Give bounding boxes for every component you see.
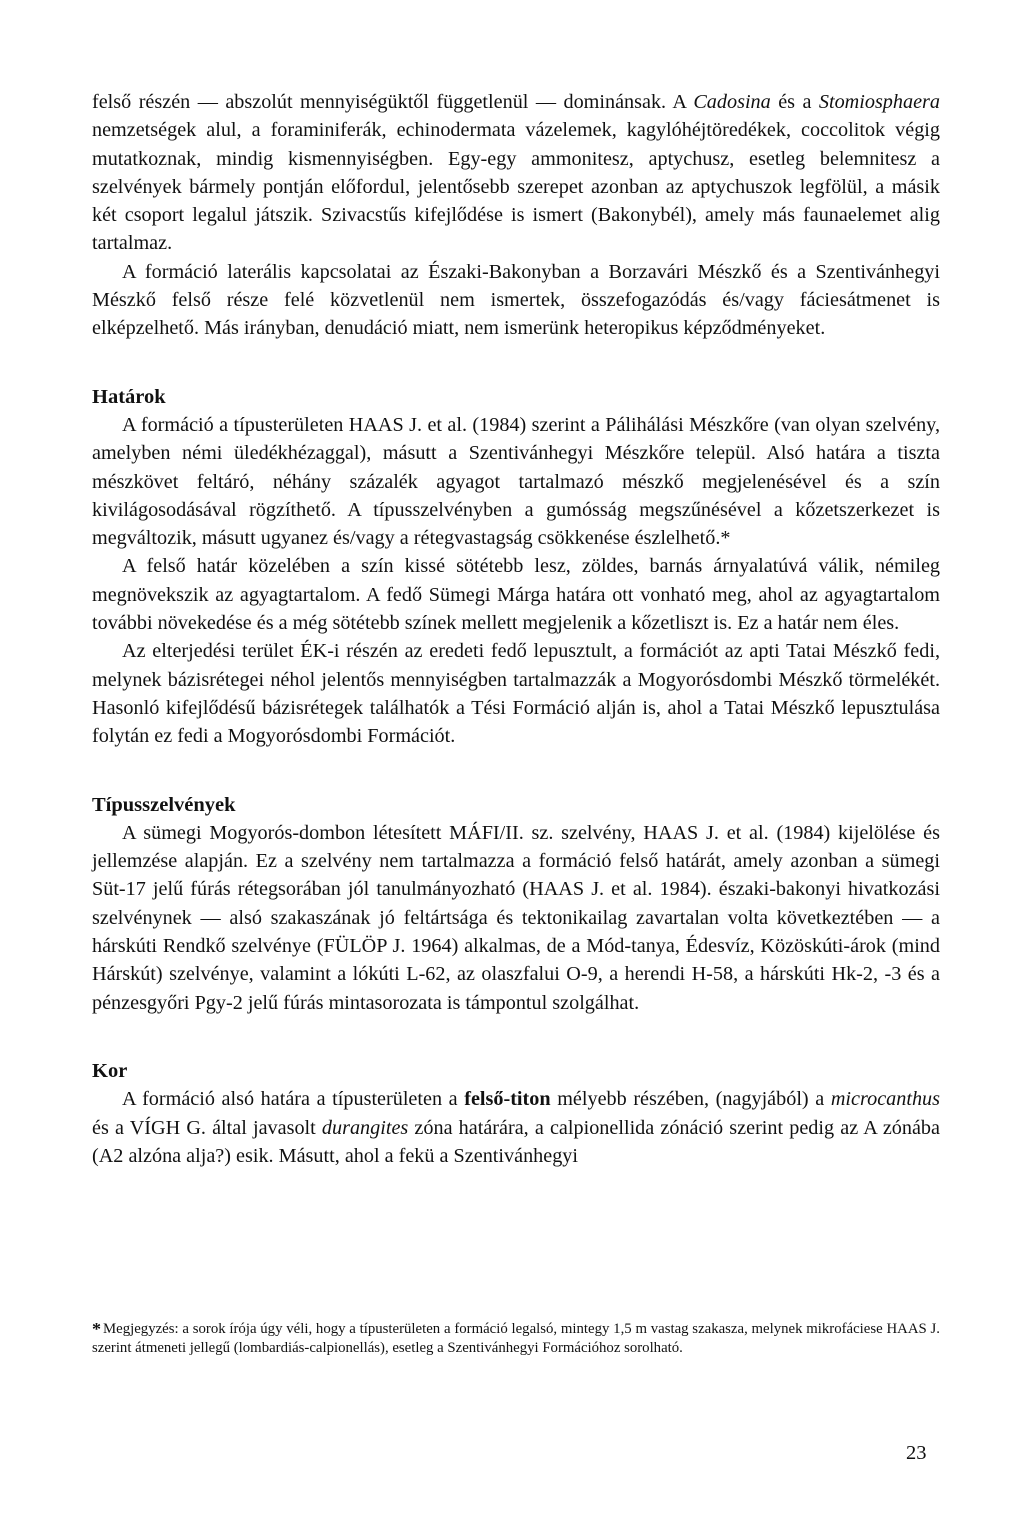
genus-name: Cadosina [693, 91, 771, 113]
text-run: és a [770, 91, 819, 113]
heading-hatarok: Határok [92, 385, 166, 408]
main-text [92, 88, 940, 1170]
genus-name: Stomiosphaera [818, 91, 940, 113]
text-run: nemzetségek alul, a foraminiferák, echinodermata vázelemek, kagylóhéjtöredékek, coccolitok végig mutatkoznak, mindig kismennyiségben. Egy-egy ammonitesz, aptychusz, esetleg belemnitesz a szelvények bármely pontján előfordul, jelentősebb szerepet azonban az aptychuszok legfölül, a másik két csoport legalul játszik. Szivacstűs kifejlődése is ismert (Bakonybél), amely más faunaelemet alig tartalmaz. [92, 119, 940, 255]
page-number: 23 [906, 1442, 927, 1464]
text-run: zóna határára, a calpionellida zónáció szerint pedig az A zónába (A2 alzóna alja?) esik. Másutt, ahol a fekü a Szentivánhegyi [92, 1116, 940, 1167]
stage-name: felső-titon [464, 1088, 551, 1111]
text-run: és a VÍGH G. által javasolt [92, 1116, 322, 1139]
footnote [92, 1318, 940, 1358]
paragraph-lower-boundary: A formáció a típusterületen HAAS J. et al. (1984) szerint a Pálihálási Mészkőre (van olyan szelvény, amelyben némi üledékhézaggal), másutt a Szentivánhegyi Mészkőre települ. Alsó határa a tiszta mészkövet feltáró, néhány százalék agyagot tartalmazó mészkő megjelenésével és a szín kivilágosodásával rögzíthető. A típusszelvényben a gumósság megszűnésével a kőzetszerkezet is megváltozik, másutt ugyanez és/vagy a rétegvastagság csökkenése észlelhető.* [92, 413, 940, 550]
text-run: felső részén — abszolút mennyiségüktől függetlenül — dominánsak. A [92, 91, 694, 113]
paragraph-ne-area: Az elterjedési terület ÉK-i részén az eredeti fedő lepusztult, a formációt az apti Tatai Mészkő fedi, melynek bázisrétegei néhol jelentős mennyiségben tartalmazzák a Mogyorósdombi Mészkő törmelékét. Hasonló kifejlődésű bázisrétegek találhatók a Tési Formáció alján is, ahol a Tatai Mészkő lepusztulása folytán ez fedi a Mogyorósdombi Formációt. [92, 640, 940, 748]
paragraph-age [92, 1085, 940, 1170]
text-run: A formáció alsó határa a típusterületen a [122, 1088, 465, 1111]
text-run: mélyebb részében, (nagyjából) a [550, 1088, 831, 1111]
zone-name: durangites [321, 1116, 409, 1139]
footnote-text: Megjegyzés: a sorok írója úgy véli, hogy a típusterületen a formáció legalsó, mintegy 1,5 m vastag szakasza, melynek mikrofáciese HAAS J. szerint átmeneti jellegű (lombardiás-calpionellás), esetleg a Szentivánhegyi Formációhoz sorolható. [92, 1321, 940, 1357]
paragraph-fauna [92, 88, 940, 258]
paragraph-upper-boundary: A felső határ közelében a szín kissé sötétebb lesz, zöldes, barnás árnyalatúvá válik, némileg megnövekszik az agyagtartalom. A fedő Sümegi Márga határa ott vonható meg, ahol az agyagtartalom további növekedése és a még sötétebb színek mellett megjelenik a kőzetliszt is. Ez a határ nem éles. [92, 555, 940, 635]
zone-name: microcanthus [830, 1088, 940, 1111]
heading-tipusszelvenyek: Típusszelvények [92, 793, 236, 816]
paragraph-type-sections: A sümegi Mogyorós-dombon létesített MÁFI/II. sz. szelvény, HAAS J. et al. (1984) kijelölése és jellemzése alapján. Ez a szelvény nem tartalmazza a formáció felső határát, amely azonban a sümegi Süt-17 jelű fúrás rétegsorában jól tanulmányozható (HAAS J. et al. 1984). északi-bakonyi hivatkozási szelvénynek — alsó szakaszának jó feltártsága és tektonikailag zavartalan volta következtében — a hárskúti Rendkő szelvénye (FÜLÖP J. 1964) alkalmas, de a Mód-tanya, Édesvíz, Közöskúti-árok (mind Hárskút) szelvénye, valamint a lókúti L-62, az olaszfalui O-9, a herendi H-58, a hárskúti Hk-2, -3 és a pénzesgyőri Pgy-2 jelű fúrás mintasorozata is támpontul szolgálhat. [92, 821, 940, 1014]
heading-kor: Kor [92, 1059, 128, 1082]
footnote-marker: * [92, 1319, 101, 1339]
paragraph-lateral: A formáció laterális kapcsolatai az Északi-Bakonyban a Borzavári Mészkő és a Szentivánhegyi Mészkő felső része felé közvetlenül nem ismertek, összefogazódás és/vagy fáciesátmenet is elképzelhető. Más irányban, denudáció miatt, nem ismerünk heteropikus képződményeket. [92, 260, 940, 340]
